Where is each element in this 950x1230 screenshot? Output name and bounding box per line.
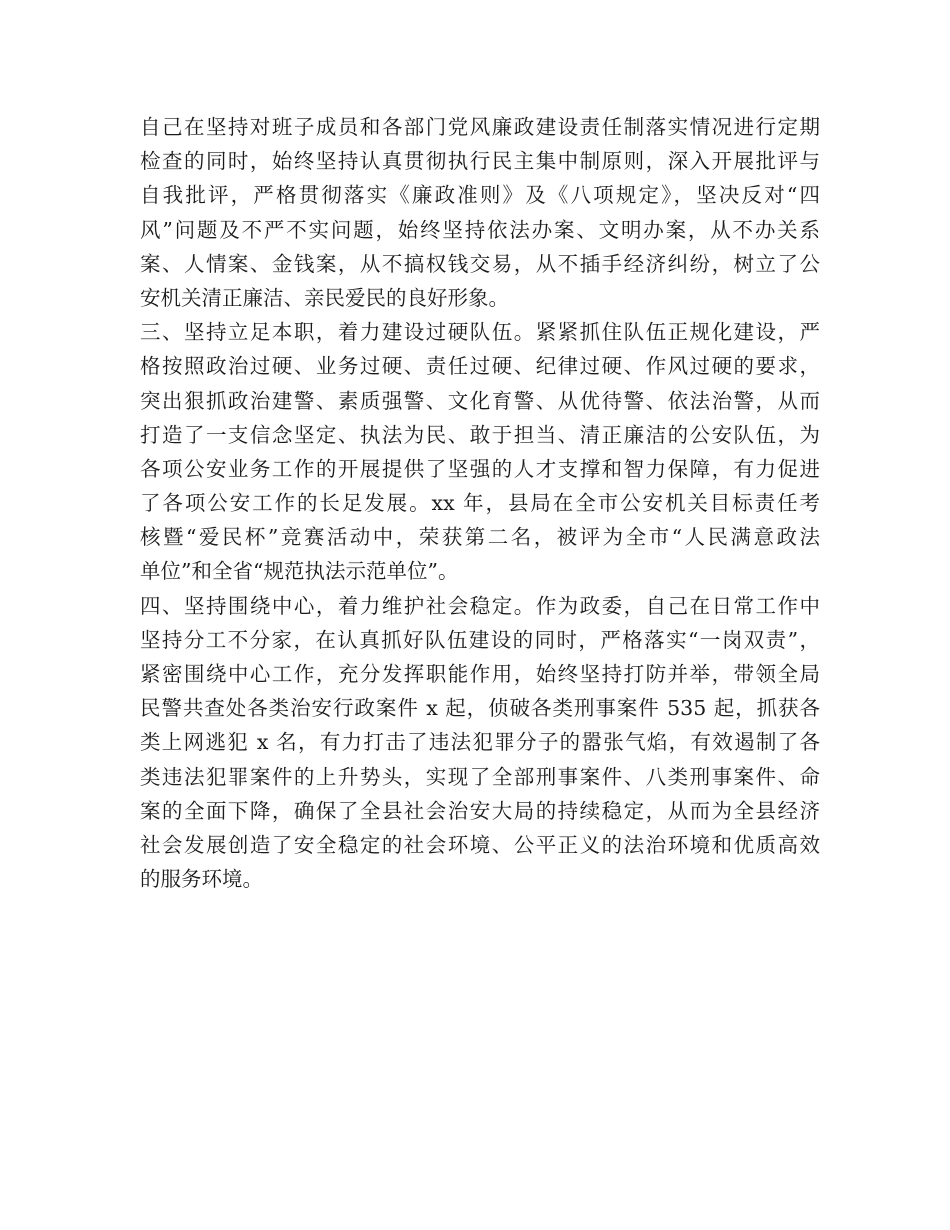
text-line: 突出狠抓政治建警、素质强警、文化育警、从优待警、依法治警，从而 bbox=[140, 388, 820, 413]
text-line: 格按照政治过硬、业务过硬、责任过硬、纪律过硬、作风过硬的要求， bbox=[140, 354, 820, 379]
text-line: 案、人情案、金钱案，从不搞权钱交易，从不插手经济纠纷，树立了公 bbox=[140, 251, 820, 276]
paragraph-four bbox=[140, 589, 820, 897]
text-line: 了各项公安工作的长足发展。xx 年，县局在全市公安机关目标责任考 bbox=[140, 491, 820, 516]
text-line: 核暨“爱民杯”竞赛活动中，荣获第二名，被评为全市“人民满意政法 bbox=[140, 525, 820, 550]
text-line: 检查的同时，始终坚持认真贯彻执行民主集中制原则，深入开展批评与 bbox=[140, 149, 820, 174]
paragraph-three bbox=[140, 315, 820, 589]
document-body bbox=[140, 110, 820, 896]
paragraph-intro bbox=[140, 110, 820, 315]
text-line: 打造了一支信念坚定、执法为民、敢于担当、清正廉洁的公安队伍，为 bbox=[140, 422, 820, 447]
text-line: 坚持分工不分家，在认真抓好队伍建设的同时，严格落实“一岗双责”， bbox=[140, 627, 820, 652]
text-line: 安机关清正廉洁、亲民爱民的良好形象。 bbox=[140, 285, 509, 310]
text-line: 四、坚持围绕中心，着力维护社会稳定。作为政委，自己在日常工作中 bbox=[140, 593, 820, 618]
text-line: 类违法犯罪案件的上升势头，实现了全部刑事案件、八类刑事案件、命 bbox=[140, 764, 820, 789]
text-line: 单位”和全省“规范执法示范单位”。 bbox=[140, 559, 459, 584]
text-line: 的服务环境。 bbox=[140, 867, 263, 892]
text-line: 案的全面下降，确保了全县社会治安大局的持续稳定，从而为全县经济 bbox=[140, 798, 820, 823]
text-line: 各项公安业务工作的开展提供了坚强的人才支撑和智力保障，有力促进 bbox=[140, 456, 820, 481]
text-line: 类上网逃犯 x 名，有力打击了违法犯罪分子的嚣张气焰，有效遏制了各 bbox=[140, 730, 820, 755]
text-line: 三、坚持立足本职，着力建设过硬队伍。紧紧抓住队伍正规化建设，严 bbox=[140, 320, 820, 345]
text-line: 自我批评，严格贯彻落实《廉政准则》及《八项规定》，坚决反对“四 bbox=[140, 183, 820, 208]
text-line: 风”问题及不严不实问题，始终坚持依法办案、文明办案，从不办关系 bbox=[140, 217, 820, 242]
text-line: 民警共查处各类治安行政案件 x 起，侦破各类刑事案件 535 起，抓获各 bbox=[140, 696, 820, 721]
text-line: 紧密围绕中心工作，充分发挥职能作用，始终坚持打防并举，带领全局 bbox=[140, 662, 820, 686]
text-line: 社会发展创造了安全稳定的社会环境、公平正义的法治环境和优质高效 bbox=[140, 832, 820, 857]
text-line: 自己在坚持对班子成员和各部门党风廉政建设责任制落实情况进行定期 bbox=[140, 115, 820, 139]
